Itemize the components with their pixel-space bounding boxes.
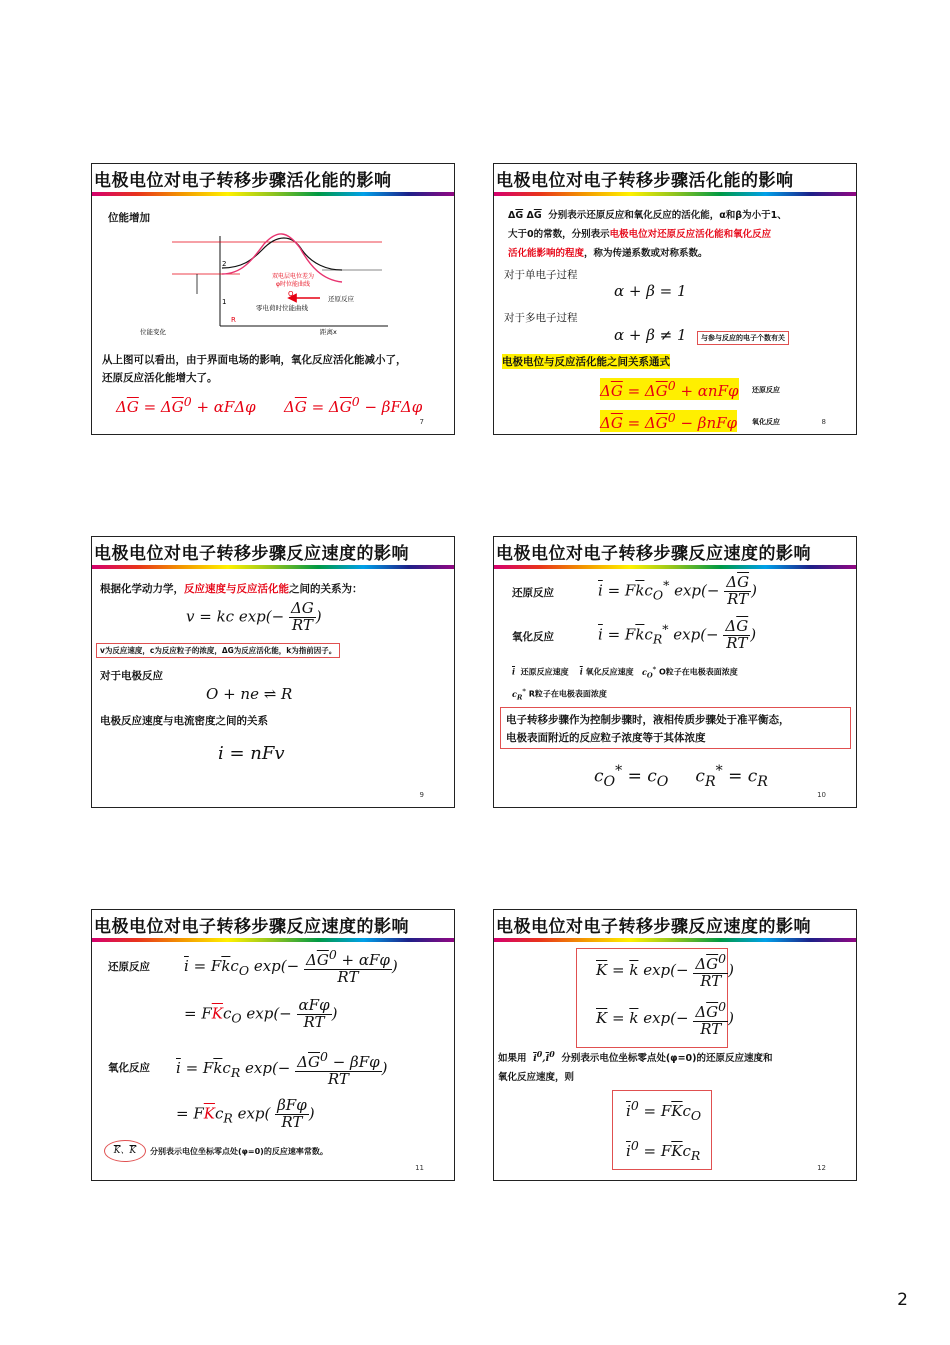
equation-concentration: $c_O^* = c_O$ $c_R^* = c_R$	[594, 763, 768, 791]
k-symbols-circle: $\overline{K}$、$\overline{K}$	[104, 1140, 146, 1162]
label-oxidation: 氧化反应	[512, 631, 554, 643]
relation-heading: 电极电位与反应活化能之间关系通式	[502, 356, 670, 368]
label-reduction: 还原反应	[752, 386, 780, 394]
svg-text:φ时位能曲线: φ时位能曲线	[276, 281, 310, 288]
label-oxidation: 氧化反应	[752, 418, 780, 426]
slide-number: 10	[817, 791, 826, 799]
title-divider	[92, 565, 454, 569]
slide-title: 电极电位对电子转移步骤活化能的影响	[94, 171, 392, 191]
title-divider	[494, 565, 856, 569]
slide-7	[91, 163, 455, 435]
equation-i0-ox: $\overline{i}^0 = F\overline{K}c_R$	[626, 1138, 701, 1163]
label-multi: 对于多电子过程	[504, 312, 578, 324]
svg-text:1: 1	[222, 298, 227, 306]
equation-rate: v = kc exp(− $\frac{\Delta G}{RT}$ )	[186, 599, 322, 634]
label-reduction: 还原反应	[512, 587, 554, 599]
note-box: 与参与反应的电子个数有关	[697, 331, 789, 345]
equation-reaction: O + ne ⇌ R	[206, 685, 293, 703]
svg-text:R: R	[231, 316, 236, 324]
equation-current: i = nFv	[218, 743, 285, 764]
equation-k-red: $\overline{K} = \overline{k}$ exp(− $\frac{\Delta\overline{G}^0}{RT}$ )	[596, 951, 734, 990]
slide-title: 电极电位对电子转移步骤反应速度的影响	[496, 544, 811, 564]
slide-title: 电极电位对电子转移步骤活化能的影响	[496, 171, 794, 191]
svg-text:2: 2	[222, 260, 227, 268]
title-divider	[494, 192, 856, 196]
equation-oxidation-1: $\overline{i} = F\overline{k}c_R$ exp(− $\frac{\Delta\overline{G}^0 - \beta F\varphi}{RT}$ )	[176, 1049, 388, 1088]
equation-reduction-1: $\overline{i} = F\overline{k}c_O$ exp(− $\frac{\Delta\overline{G}^0 + \alpha F\varphi}{RT}$ )	[184, 947, 398, 986]
legend-row-1: $\overline{i}$ 还原反应速度 $\overline{i}$ 氧化反应速度 $c_O^*$ O粒子在电极表面浓度	[512, 665, 738, 680]
slide-number: 7	[419, 418, 424, 426]
text-line-1: 如果用 $\overline{i}^0,\overline{i}^0$ 分别表示电位坐标零点处(φ=0)的还原反应速度和	[498, 1050, 773, 1065]
equation-oxidation: $\overline{i} = F\overline{k}c_R^*$ exp(− $\frac{\Delta\overline{G}}{RT}$ )	[598, 617, 757, 652]
text-line-1: $\Delta\overline{G}$ $\Delta\overline{G}$ 分别表示还原反应和氧化反应的活化能，α和β为小于1、	[508, 210, 787, 221]
note-text: 分别表示电位坐标零点处(φ=0)的反应速率常数。	[150, 1147, 328, 1156]
slide-12	[493, 909, 857, 1181]
equation-i0-red: $\overline{i}^0 = F\overline{K}c_O$	[626, 1098, 702, 1123]
label-relation: 电极反应速度与电流密度之间的关系	[100, 715, 268, 727]
label-reduction: 还原反应	[108, 961, 150, 973]
slide-number: 9	[419, 791, 424, 799]
equation-oxidation: $\Delta\overline{G} = \Delta\overline{G}^0 - \beta F\Delta\varphi$	[284, 394, 423, 416]
text-line-1: 从上图可以看出，由于界面电场的影响，氧化反应活化能减小了，	[102, 354, 407, 366]
energy-diagram	[140, 230, 392, 340]
equation-oxidation: $\Delta\overline{G} = \Delta\overline{G}^0 - \beta nF\varphi$	[600, 410, 738, 432]
label-electrode: 对于电极反应	[100, 670, 163, 682]
slide-8	[493, 163, 857, 435]
slide-number: 12	[817, 1164, 826, 1172]
slide-9	[91, 536, 455, 808]
label-oxidation: 氧化反应	[108, 1062, 150, 1074]
text-line-1: 根据化学动力学，反应速度与反应活化能之间的关系为：	[100, 583, 363, 595]
equation-reduction: $\Delta\overline{G} = \Delta\overline{G}^0 + \alpha nF\varphi$	[600, 378, 739, 400]
equation-reduction-2: = $F\overline{K}c_O$ exp(− $\frac{\text{αFφ}}{RT}$ )	[184, 996, 338, 1031]
text-line-3: 活化能影响的程度，称为传递系数或对称系数。	[508, 248, 708, 259]
svg-text:位能变化: 位能变化	[140, 328, 166, 336]
equation-reduction: $\Delta\overline{G} = \Delta\overline{G}^0 + \alpha F\Delta\varphi$	[116, 394, 256, 416]
text-line-2: 大于0的常数，分别表示电极电位对还原反应活化能和氧化反应	[508, 229, 772, 240]
title-divider	[92, 938, 454, 942]
slide-title: 电极电位对电子转移步骤反应速度的影响	[94, 544, 409, 564]
slide-title: 电极电位对电子转移步骤反应速度的影响	[496, 917, 811, 937]
svg-text:零电荷时位能曲线: 零电荷时位能曲线	[256, 304, 308, 312]
svg-text:距离x: 距离x	[320, 328, 337, 336]
legend-row-2: $c_R^*$ R粒子在电极表面浓度	[512, 687, 607, 702]
box-line-1: 电子转移步骤作为控制步骤时，液相传质步骤处于准平衡态，	[506, 714, 790, 726]
svg-text:O: O	[288, 290, 294, 298]
equation-multi: α + β ≠ 1	[614, 326, 687, 344]
equation-oxidation-2: = $F\overline{K}c_R$ exp( $\frac{\text{βFφ}}{RT}$ )	[176, 1096, 315, 1131]
slide-number: 8	[821, 418, 826, 426]
equation-k-ox: $\overline{K} = \overline{k}$ exp(− $\frac{\Delta\overline{G}^0}{RT}$ )	[596, 999, 734, 1038]
slide-title: 电极电位对电子转移步骤反应速度的影响	[94, 917, 409, 937]
svg-text:双电层电位差为: 双电层电位差为	[272, 273, 315, 280]
page-number: 2	[897, 1290, 908, 1310]
equation-single: α + β = 1	[614, 282, 687, 300]
text-line-2: 氧化反应速度，则	[498, 1072, 575, 1083]
slide-11	[91, 909, 455, 1181]
title-divider	[92, 192, 454, 196]
text-line-2: 还原反应活化能增大了。	[102, 372, 218, 384]
slide-number: 11	[415, 1164, 424, 1172]
title-divider	[494, 938, 856, 942]
box-line-2: 电极表面附近的反应粒子浓度等于其体浓度	[506, 732, 706, 744]
label-energy-up: 位能增加	[108, 212, 150, 224]
label-single: 对于单电子过程	[504, 269, 578, 281]
slide-10	[493, 536, 857, 808]
note-box: v为反应速度，c为反应粒子的浓度，ΔG为反应活化能，k为指前因子。	[96, 643, 340, 658]
svg-text:还原反应: 还原反应	[328, 295, 354, 303]
equation-reduction: $\overline{i} = F\overline{k}c_O^*$ exp(− $\frac{\Delta\overline{G}}{RT}$ )	[598, 573, 757, 608]
